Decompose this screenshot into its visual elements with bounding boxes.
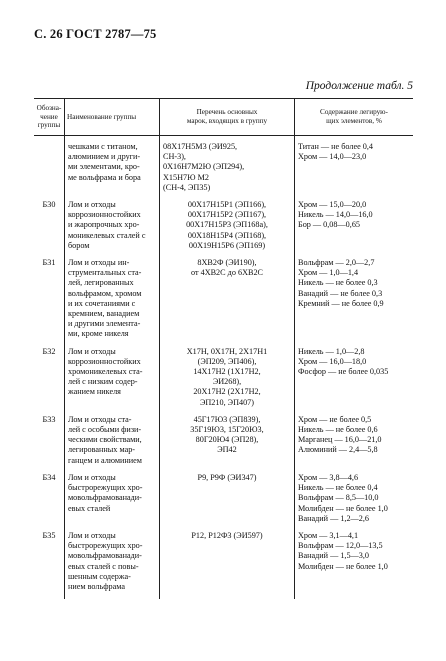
alloy-content-line: Хром — 3,1—4,1 bbox=[298, 530, 359, 540]
grade-list-line: 00Х17Н15Р1 (ЭП166), bbox=[187, 200, 267, 210]
group-name-line: и их сочетаниями с bbox=[68, 298, 136, 308]
grade-list bbox=[160, 531, 295, 599]
grade-list-line: Р12, Р12Ф3 (ЭИ597) bbox=[191, 530, 263, 540]
group-name-line: кремнием, ванадием bbox=[68, 309, 140, 319]
grade-list-line: 0Х16Н7М2Ю (ЭП294), bbox=[163, 162, 245, 172]
grade-list-line: 00Х19Н15Р6 (ЭП169) bbox=[188, 240, 266, 250]
alloy-content-line: Никель — 14,0—16,0 bbox=[298, 210, 373, 220]
alloy-content-line: Ванадий — не более 0,3 bbox=[298, 288, 383, 298]
grade-list-line: 80Г20Ю4 (ЭП28), bbox=[195, 435, 259, 445]
group-name-line: евых сталей bbox=[68, 503, 111, 513]
group-name-line: бором bbox=[68, 240, 90, 250]
table-row bbox=[34, 347, 413, 415]
grade-list-line: Р9, Р9Ф (ЭИ347) bbox=[197, 472, 257, 482]
alloy-content-line: Хром — 1,0—1,4 bbox=[298, 268, 359, 278]
alloy-content-line: Вольфрам — 12,0—13,5 bbox=[298, 541, 383, 551]
group-code: Б34 bbox=[42, 472, 56, 482]
grade-list-line: Х15Н7Ю М2 bbox=[163, 172, 209, 182]
group-name-line: жанием никеля bbox=[68, 387, 121, 397]
steel-groups-table bbox=[34, 98, 413, 599]
group-name bbox=[65, 347, 160, 415]
group-name-line: Лом и отходы ин- bbox=[68, 258, 130, 268]
group-name-line: ганцем и алюминием bbox=[68, 455, 142, 465]
alloy-content-line: Кремний — не более 0,9 bbox=[298, 298, 384, 308]
grade-list-line: 20Х17Н2 (2Х17Н2, bbox=[193, 387, 261, 397]
grade-list bbox=[160, 347, 295, 415]
group-code: Б32 bbox=[42, 346, 56, 356]
alloy-content-line: Фосфор — не более 0,035 bbox=[298, 367, 389, 377]
alloy-content bbox=[295, 136, 414, 201]
group-name-line: ми, кроме никеля bbox=[68, 329, 129, 339]
group-name-line: коррозионностойких bbox=[68, 356, 141, 366]
group-name-line: лей с особыми физи- bbox=[68, 425, 142, 435]
table-row bbox=[34, 136, 413, 201]
alloy-content-line: Хром — не более 0,5 bbox=[298, 414, 372, 424]
alloy-content-line: Молибден — не более 1,0 bbox=[298, 561, 388, 571]
grade-list-line: 14Х17Н2 (1Х17Н2, bbox=[193, 367, 261, 377]
table-row bbox=[34, 200, 413, 258]
grade-list bbox=[160, 136, 295, 201]
group-name bbox=[65, 415, 160, 473]
group-name-line: евых сталей с повы- bbox=[68, 561, 139, 571]
table-continuation-label: Продолжение табл. 5 bbox=[305, 80, 413, 92]
column-header-grades: Перечень основных марок, входящих в группу bbox=[160, 99, 295, 136]
table-row bbox=[34, 531, 413, 599]
column-header-group-name: Наименование группы bbox=[65, 99, 160, 136]
group-name-line: алюминием и други- bbox=[68, 152, 141, 162]
alloy-content-line: Молибден — не более 1,0 bbox=[298, 503, 388, 513]
alloy-content-line: Хром — 3,8—4,6 bbox=[298, 472, 359, 482]
grade-list-line: ЭП210, ЭП407) bbox=[199, 397, 255, 407]
grade-list-line: ЭП42 bbox=[217, 445, 237, 455]
alloy-content-line: Хром — 16,0—18,0 bbox=[298, 356, 367, 366]
group-name-line: Лом и отходы bbox=[68, 346, 116, 356]
group-name-line: моникелевых сталей с bbox=[68, 230, 146, 240]
group-code: Б30 bbox=[42, 200, 56, 210]
group-name-line: и жаропрочных хро- bbox=[68, 220, 140, 230]
group-name-line: быстрорежущих хро- bbox=[68, 483, 143, 493]
alloy-content-line: Алюминий — 2,4—5,8 bbox=[298, 445, 378, 455]
group-name-line: быстрорежущих хро- bbox=[68, 541, 143, 551]
grade-list-line: (ЭП209, ЭП406), bbox=[197, 356, 257, 366]
alloy-content-line: Никель — не более 0,4 bbox=[298, 483, 378, 493]
table-header-row bbox=[34, 99, 413, 136]
group-name-line: Лом и отходы bbox=[68, 200, 116, 210]
group-name bbox=[65, 200, 160, 258]
group-name bbox=[65, 531, 160, 599]
group-name-line: нием вольфрама bbox=[68, 581, 126, 591]
grade-list bbox=[160, 415, 295, 473]
group-code: Б31 bbox=[42, 258, 56, 268]
group-name-line: Лом и отходы ста- bbox=[68, 414, 132, 424]
group-name bbox=[65, 473, 160, 531]
group-name-line: ми элементами, кро- bbox=[68, 162, 140, 172]
grade-list bbox=[160, 473, 295, 531]
grade-list bbox=[160, 258, 295, 347]
group-name-line: лей, легированных bbox=[68, 278, 134, 288]
group-name-line: и другими элемента- bbox=[68, 319, 141, 329]
group-name-line: хромоникелевых ста- bbox=[68, 367, 143, 377]
group-name-line: чешками с титаном, bbox=[68, 142, 138, 151]
grade-list-line: (СН-4, ЭП35) bbox=[163, 182, 211, 192]
group-name-line: легированных мар- bbox=[68, 445, 136, 455]
group-code: Б35 bbox=[42, 530, 56, 540]
grade-list-line: 35Г19Ю3, 15Г20Ю3, bbox=[190, 425, 264, 435]
alloy-content bbox=[295, 200, 414, 258]
group-name-line: Лом и отходы bbox=[68, 472, 116, 482]
alloy-content-line: Ванадий — 1,5—3,0 bbox=[298, 551, 369, 561]
grade-list-line: 8ХВ2Ф (ЭИ190), bbox=[197, 258, 257, 268]
group-name-line: мовольфрамованади- bbox=[68, 551, 142, 561]
group-code bbox=[34, 136, 65, 201]
grade-list-line: 00Х17Н15Р3 (ЭП168а), bbox=[186, 220, 268, 230]
group-name bbox=[65, 136, 160, 201]
alloy-content bbox=[295, 531, 414, 599]
group-name bbox=[65, 258, 160, 347]
group-name-line: мовольфрамованади- bbox=[68, 493, 142, 503]
alloy-content bbox=[295, 347, 414, 415]
grade-list-line: 45Г17Ю3 (ЭП839), bbox=[193, 414, 261, 424]
group-name-line: лей с низким содер- bbox=[68, 377, 138, 387]
alloy-content bbox=[295, 473, 414, 531]
group-code: Б33 bbox=[42, 414, 56, 424]
grade-list-line: 08Х17Н5М3 (ЭИ925, bbox=[163, 142, 238, 151]
alloy-content-line: Вольфрам — 2,0—2,7 bbox=[298, 258, 375, 268]
grade-list-line: СН-3), bbox=[163, 152, 186, 162]
column-header-content: Содержание легирую- щих элементов, % bbox=[295, 99, 414, 136]
alloy-content-line: Никель — не более 0,6 bbox=[298, 425, 378, 435]
table-row bbox=[34, 258, 413, 347]
group-name-line: струментальных ста- bbox=[68, 268, 142, 278]
group-name-line: вольфрамом, хромом bbox=[68, 288, 142, 298]
page-title: С. 26 ГОСТ 2787—75 bbox=[34, 27, 157, 41]
group-name-line: коррозионностойких bbox=[68, 210, 141, 220]
alloy-content-line: Марганец — 16,0—21,0 bbox=[298, 435, 382, 445]
grade-list-line: 00Х17Н15Р2 (ЭП167), bbox=[187, 210, 267, 220]
alloy-content-line: Бор — 0,08—0,65 bbox=[298, 220, 361, 230]
alloy-content-line: Вольфрам — 8,5—10,0 bbox=[298, 493, 379, 503]
grade-list-line: 00Х18Н15Р4 (ЭП168), bbox=[187, 230, 267, 240]
alloy-content-line: Ванадий — 1,2—2,6 bbox=[298, 513, 369, 523]
alloy-content-line: Титан — не более 0,4 bbox=[298, 142, 374, 151]
alloy-content-line: Никель — не более 0,3 bbox=[298, 278, 378, 288]
column-header-code: Обозна- чение группы bbox=[34, 99, 65, 136]
alloy-content-line: Хром — 14,0—23,0 bbox=[298, 152, 367, 162]
group-name-line: шенным содержа- bbox=[68, 571, 131, 581]
alloy-content bbox=[295, 258, 414, 347]
grade-list-line: Х17Н, 0Х17Н, 2Х17Н1 bbox=[186, 346, 268, 356]
table-row bbox=[34, 473, 413, 531]
group-name-line: ме вольфрама и бора bbox=[68, 172, 141, 182]
group-name-line: Лом и отходы bbox=[68, 530, 116, 540]
group-name-line: ческими свойствами, bbox=[68, 435, 142, 445]
table-row bbox=[34, 415, 413, 473]
alloy-content bbox=[295, 415, 414, 473]
grade-list-line: ЭИ268), bbox=[212, 377, 242, 387]
alloy-content-line: Хром — 15,0—20,0 bbox=[298, 200, 367, 210]
grade-list bbox=[160, 200, 295, 258]
grade-list-line: от 4ХВ2С до 6ХВ2С bbox=[190, 268, 263, 278]
alloy-content-line: Никель — 1,0—2,8 bbox=[298, 346, 365, 356]
